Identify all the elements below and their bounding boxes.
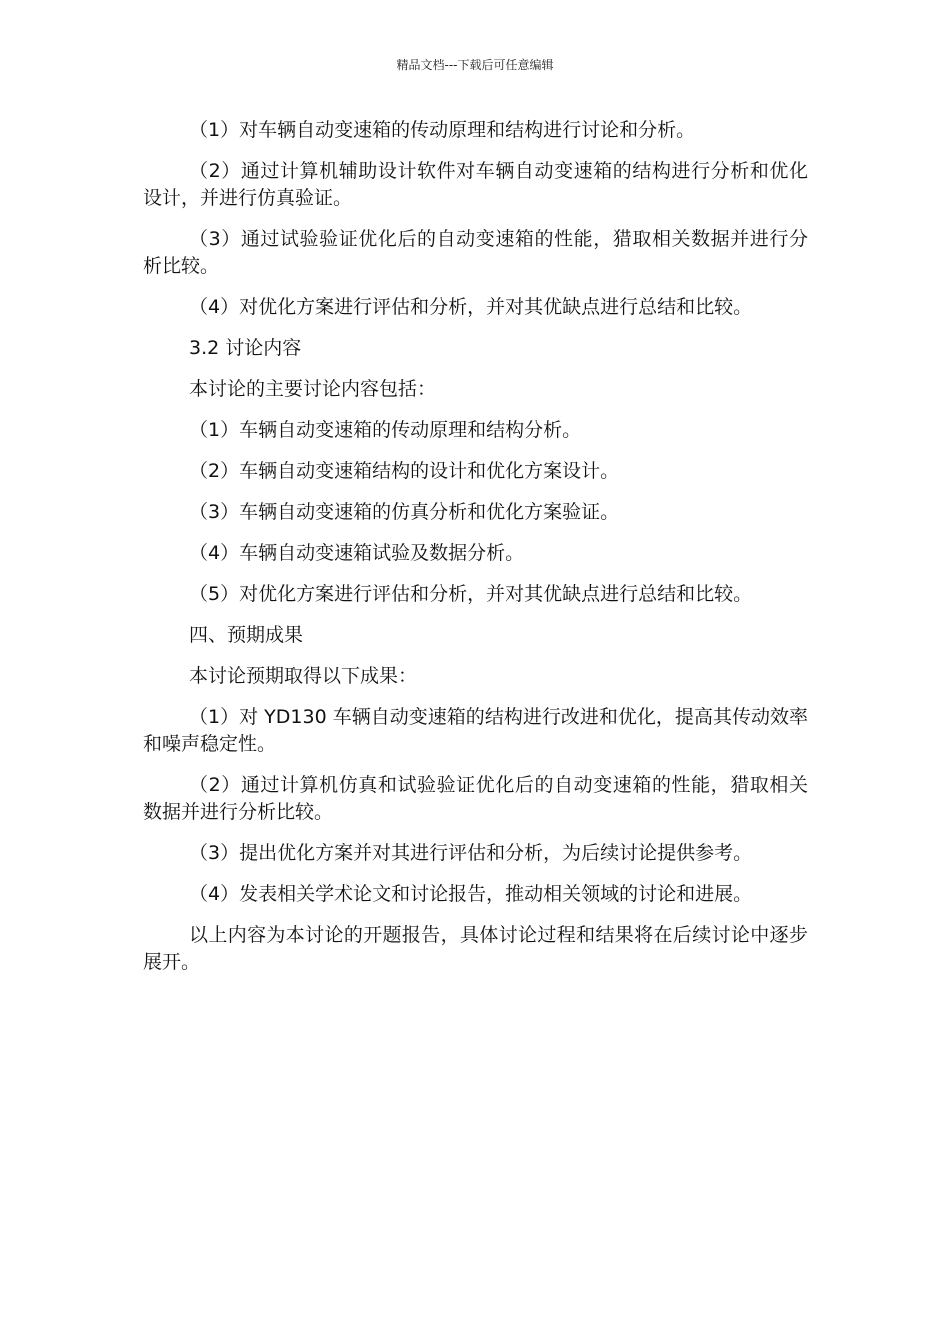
list-item: （1）对车辆自动变速箱的传动原理和结构进行讨论和分析。 xyxy=(189,119,696,141)
body-paragraph: 本讨论的主要讨论内容包括： xyxy=(189,378,437,400)
body-paragraph: 以上内容为本讨论的开题报告，具体讨论过程和结果将在后续讨论中逐步展开。 xyxy=(143,924,808,973)
list-item: （3）通过试验验证优化后的自动变速箱的性能，猎取相关数据并进行分析比较。 xyxy=(143,228,808,277)
list-item: （3）提出优化方案并对其进行评估和分析，为后续讨论提供参考。 xyxy=(189,842,753,864)
list-item: （3）车辆自动变速箱的仿真分析和优化方案验证。 xyxy=(189,501,620,523)
list-item: （2）车辆自动变速箱结构的设计和优化方案设计。 xyxy=(189,460,620,482)
page-header: 精品文档---下载后可任意编辑 xyxy=(396,58,554,72)
section-heading: 四、预期成果 xyxy=(189,624,304,646)
list-item: （4）车辆自动变速箱试验及数据分析。 xyxy=(189,542,525,564)
list-item: （2）通过计算机辅助设计软件对车辆自动变速箱的结构进行分析和优化设计，并进行仿真验证。 xyxy=(143,160,808,209)
document-body xyxy=(143,117,808,990)
list-item: （1）对 YD130 车辆自动变速箱的结构进行改进和优化，提高其传动效率和噪声稳定性。 xyxy=(143,706,808,755)
list-item: （1）车辆自动变速箱的传动原理和结构分析。 xyxy=(189,419,582,441)
list-item: （5）对优化方案进行评估和分析，并对其优缺点进行总结和比较。 xyxy=(189,583,753,605)
list-item: （2）通过计算机仿真和试验验证优化后的自动变速箱的性能，猎取相关数据并进行分析比较。 xyxy=(143,774,808,823)
body-paragraph: 本讨论预期取得以下成果： xyxy=(189,665,418,687)
list-item: （4）发表相关学术论文和讨论报告，推动相关领域的讨论和进展。 xyxy=(189,883,753,905)
section-heading: 3.2 讨论内容 xyxy=(189,337,302,359)
list-item: （4）对优化方案进行评估和分析，并对其优缺点进行总结和比较。 xyxy=(189,296,753,318)
